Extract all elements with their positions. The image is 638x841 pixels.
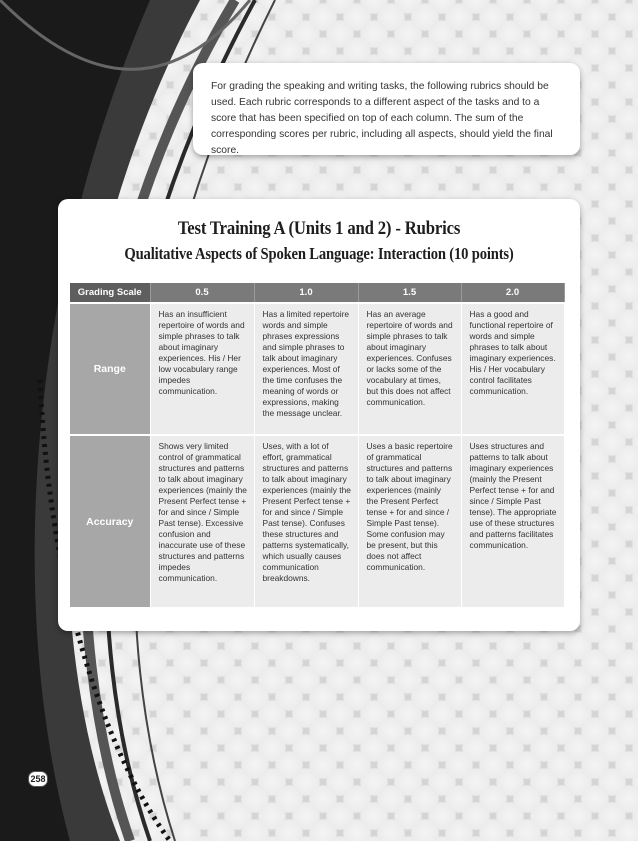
header-score: 1.0 (254, 283, 358, 303)
rubric-header-row (70, 283, 564, 303)
table-cell: Has a limited repertoire words and simple phrases expressions and simple phrases to talk about imaginary experiences. Most of the time confuses the meaning of words or expressions, making the message unclear. (254, 303, 358, 435)
row-label: Accuracy (70, 435, 150, 607)
table-cell: Uses a basic repertoire of grammatical structures and patterns to talk about imaginary experiences (mainly the Present Perfect tense + for and since / Simple Past tense). Some confusion may be present, but this does not affect communication. (358, 435, 461, 607)
rubric-subtitle: Qualitative Aspects of Spoken Language: Interaction (10 points) (124, 244, 514, 263)
rubric-table (70, 283, 565, 607)
intro-text: For grading the speaking and writing tasks, the following rubrics should be used. Each rubric corresponds to a different aspect of the tasks and to a score that has been specified on top of each column. The sum of the corresponding scores per rubric, including all aspects, should yield the final score. (211, 81, 553, 156)
table-cell: Shows very limited control of grammatical structures and patterns to talk about imaginary experiences (mainly the Present Perfect tense + for and since / Simple Past tense). Excessive confusion and inaccurate use of these structures and patterns impedes communication. (150, 435, 254, 607)
page-number: 258 (28, 771, 48, 787)
table-cell: Has a good and functional repertoire of words and simple phrases to talk about imaginary experiences. His / Her vocabulary control facilitates communication. (461, 303, 564, 435)
header-grading-scale: Grading Scale (70, 283, 150, 303)
intro-card (193, 63, 580, 155)
header-score: 1.5 (358, 283, 461, 303)
header-score: 2.0 (461, 283, 564, 303)
table-row (70, 303, 564, 435)
table-cell: Has an insufficient repertoire of words and simple phrases to talk about imaginary experiences. His / Her low vocabulary range impedes communication. (150, 303, 254, 435)
row-label: Range (70, 303, 150, 435)
rubric-card (58, 199, 580, 631)
table-cell: Uses, with a lot of effort, grammatical structures and patterns to talk about imaginary experiences (mainly the Present Perfect tense + for and since / Simple Past tense). Confuses these structures and patterns systematically, which usually causes communication breakdowns. (254, 435, 358, 607)
table-cell: Uses structures and patterns to talk about imaginary experiences (mainly the Present Perfect tense + for and since / Simple Past tense). The appropriate use of these structures and patterns facilitates communication. (461, 435, 564, 607)
table-cell: Has an average repertoire of words and simple phrases to talk about imaginary experiences. Confuses or lacks some of the vocabulary at times, but this does not affect communication. (358, 303, 461, 435)
rubric-title: Test Training A (Units 1 and 2) - Rubrics (177, 218, 461, 239)
header-score: 0.5 (150, 283, 254, 303)
table-row (70, 435, 564, 607)
